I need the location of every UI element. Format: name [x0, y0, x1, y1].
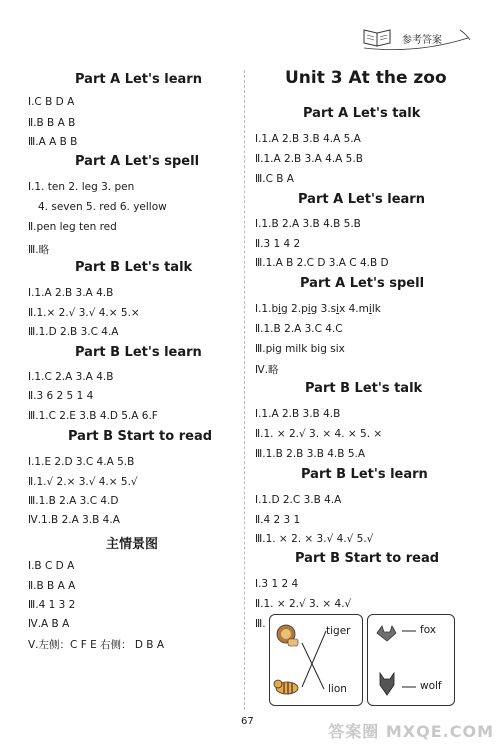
section-title: Part A Let's spell — [75, 154, 200, 169]
answer-line: Ⅱ.1.B 2.A 3.C 4.C — [255, 323, 343, 335]
tiger-icon — [272, 677, 300, 697]
answer-line: Ⅱ.1. × 2.√ 3. × 4.√ — [255, 598, 352, 610]
answer-line: Ⅰ.C B D A — [28, 96, 75, 108]
answer-line: Ⅲ.略 — [28, 244, 50, 256]
answer-line: Ⅰ.1.A 2.B 3.B 4.A 5.A — [255, 133, 361, 145]
answer-line: Ⅱ.1. × 2.√ 3. × 4. × 5. × — [255, 428, 383, 440]
watermark: 答案圈 MXQE.COM — [328, 722, 494, 741]
answer-line: Ⅲ.1.B 2.A 3.C 4.D — [28, 495, 119, 507]
answer-line: Ⅱ.1.A 2.B 3.A 4.A 5.B — [255, 153, 363, 165]
section-title: Part A Let's talk — [303, 106, 421, 121]
answer-line: 4. seven 5. red 6. yellow — [38, 201, 167, 213]
wolf-label: wolf — [420, 680, 442, 692]
tiger-label: tiger — [326, 625, 351, 637]
spelling-answer-line: Ⅰ.1.big 2.pig 3.six 4.milk — [255, 303, 381, 315]
answer-line: Ⅱ.pen leg ten red — [28, 221, 117, 233]
book-icon — [362, 26, 394, 48]
section-title: Part B Start to read — [295, 551, 440, 566]
section-title: Part B Let's learn — [75, 345, 202, 360]
answer-line: Ⅲ.A A B B — [28, 136, 78, 148]
answer-line: Ⅰ.1. ten 2. leg 3. pen — [28, 181, 135, 193]
matching-picture-left — [269, 614, 363, 706]
section-title: Part B Let's talk — [305, 381, 423, 396]
answer-line: Ⅰ.1.E 2.D 3.C 4.A 5.B — [28, 456, 135, 468]
section-title: 主情景图 — [106, 537, 159, 552]
fox-label: fox — [420, 624, 437, 636]
answer-line: Ⅰ.1.A 2.B 3.B 4.B — [255, 408, 341, 420]
section-title: Part B Start to read — [68, 429, 213, 444]
answer-line: Ⅴ.左侧：C F E 右侧： D B A — [28, 639, 165, 651]
section-title: Part A Let's spell — [300, 276, 425, 291]
answer-line: Ⅱ.B B A B — [28, 117, 76, 129]
answer-line: Ⅳ.A B A — [28, 618, 70, 630]
answer-line: Ⅱ.3 1 4 2 — [255, 238, 301, 250]
answer-line: Ⅲ.4 1 3 2 — [28, 599, 76, 611]
answer-line: Ⅱ.3 6 2 5 1 4 — [28, 390, 94, 402]
answer-line: Ⅲ. — [255, 618, 266, 630]
page-number: 67 — [241, 716, 254, 727]
answer-line: Ⅲ.1.A B 2.C D 3.A C 4.B D — [255, 257, 389, 269]
answer-line: Ⅰ.B C D A — [28, 560, 75, 572]
section-title: Part A Let's learn — [75, 72, 202, 87]
answer-line: Ⅱ.1.√ 2.× 3.√ 4.× 5.√ — [28, 476, 138, 488]
answer-line: Ⅰ.3 1 2 4 — [255, 578, 299, 590]
answer-line: Ⅱ.B B A A — [28, 580, 76, 592]
section-title: Part B Let's learn — [301, 467, 428, 482]
header-title: 参考答案 — [402, 35, 442, 46]
answer-line: Ⅰ.1.C 2.A 3.A 4.B — [28, 371, 114, 383]
column-divider — [244, 70, 245, 710]
answer-line: Ⅱ.1.× 2.√ 3.√ 4.× 5.× — [28, 307, 140, 319]
answer-line: Ⅰ.1.B 2.A 3.B 4.B 5.B — [255, 218, 361, 230]
section-title: Part A Let's learn — [298, 192, 425, 207]
answer-line: Ⅰ.1.A 2.B 3.A 4.B — [28, 287, 114, 299]
answer-line: Ⅲ.1.C 2.E 3.B 4.D 5.A 6.F — [28, 410, 158, 422]
page-header — [362, 24, 472, 50]
lion-icon — [274, 623, 300, 649]
answer-line: Ⅲ.1. × 2. × 3.√ 4.√ 5.√ — [255, 533, 374, 545]
matching-picture-right — [367, 614, 455, 706]
answer-line: Ⅲ.pig milk big six — [255, 343, 345, 355]
answer-line: Ⅲ.1.B 2.B 3.B 4.B 5.A — [255, 448, 366, 460]
answer-line: Ⅲ.1.D 2.B 3.C 4.A — [28, 326, 119, 338]
answer-line: Ⅳ.略 — [255, 364, 279, 376]
answer-line: Ⅳ.1.B 2.A 3.B 4.A — [28, 514, 120, 526]
section-title: Part B Let's talk — [75, 260, 193, 275]
answer-line: Ⅰ.1.D 2.C 3.B 4.A — [255, 494, 342, 506]
answer-line: Ⅲ.C B A — [255, 173, 294, 185]
lion-label: lion — [328, 683, 347, 695]
answer-line: Ⅱ.4 2 3 1 — [255, 514, 301, 526]
unit-title: Unit 3 At the zoo — [285, 68, 447, 88]
